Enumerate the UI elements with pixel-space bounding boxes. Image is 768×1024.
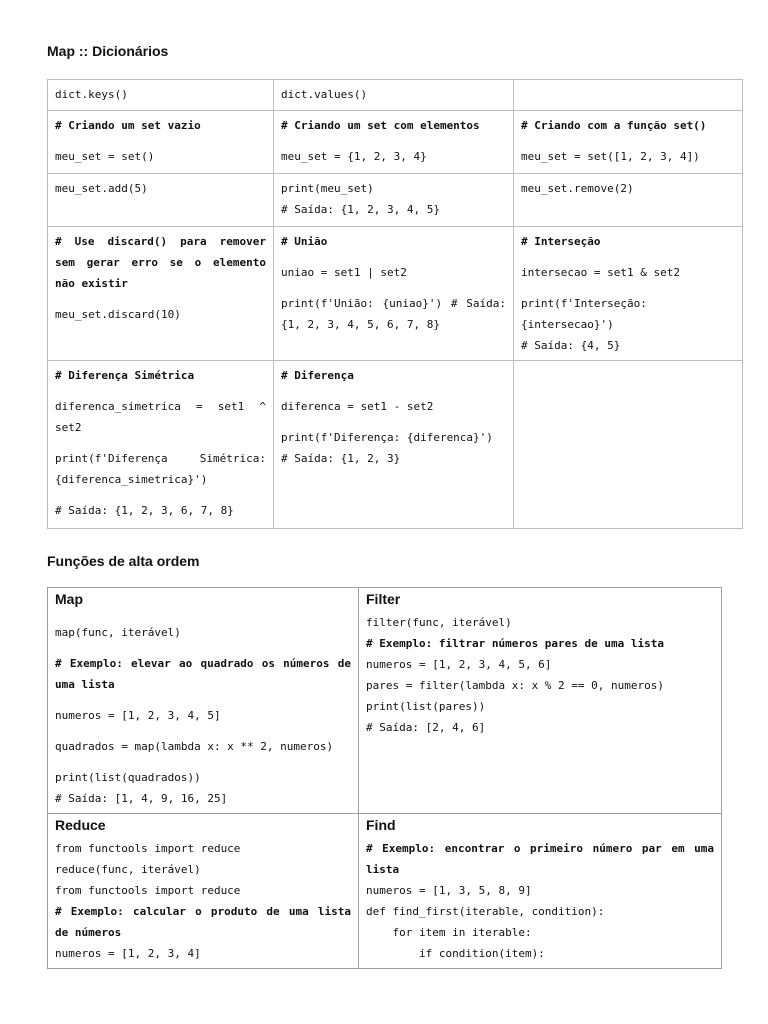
table-cell [514, 361, 743, 529]
code-line: meu_set.remove(2) [521, 182, 634, 195]
code-line: map(func, iterável) [55, 626, 181, 639]
table-cell [274, 80, 514, 111]
code-line: meu_set = set([1, 2, 3, 4]) [521, 150, 700, 163]
code-line: for item in iterable: [366, 926, 532, 939]
table-cell [48, 227, 274, 361]
table-cell [514, 174, 743, 227]
code-line: if condition(item): [366, 947, 545, 960]
filter-cell [359, 588, 722, 814]
higher-order-functions-table [47, 587, 722, 969]
table-row [48, 588, 722, 814]
code-line: numeros = [1, 2, 3, 4, 5, 6] [366, 658, 552, 671]
find-cell [359, 814, 722, 969]
code-line: print(f'Diferença: {diferenca}') [281, 431, 493, 444]
code-line: reduce(func, iterável) [55, 863, 201, 876]
table-cell [48, 80, 274, 111]
table-cell [48, 361, 274, 529]
code-line: filter(func, iterável) [366, 616, 512, 629]
code-line: # Saída: {1, 2, 3} [281, 452, 401, 465]
code-line: pares = filter(lambda x: x % 2 == 0, numeros) [366, 679, 665, 692]
code-line: from functools import reduce [55, 842, 241, 855]
code-line: uniao = set1 | set2 [281, 266, 407, 279]
code-line: numeros = [1, 3, 5, 8, 9] [366, 884, 532, 897]
code-line: numeros = [1, 2, 3, 4, 5] [55, 709, 221, 722]
table-cell [274, 111, 514, 174]
code-comment: # Diferença Simétrica [55, 369, 195, 382]
section-title-funcoes: Funções de alta ordem [47, 553, 200, 569]
table-cell [48, 111, 274, 174]
table-cell [514, 80, 743, 111]
map-heading: Map [55, 591, 83, 607]
find-heading: Find [366, 817, 396, 833]
code-line: print(f'Interseção: {intersecao}') [521, 297, 647, 331]
code-line: # Saída: [2, 4, 6] [366, 721, 486, 734]
table-cell [48, 174, 274, 227]
code-comment: # Use discard() para remover sem gerar erro se o elemento não existir [55, 235, 266, 290]
code-line: print(list(quadrados)) [55, 771, 201, 784]
table-cell [274, 361, 514, 529]
code-line: def find_first(iterable, condition): [366, 905, 605, 918]
code-line: # Saída: {1, 2, 3, 6, 7, 8} [55, 504, 234, 517]
code-line: numeros = [1, 2, 3, 4] [55, 947, 201, 960]
code-comment: # União [281, 235, 328, 248]
code-line: diferenca_simetrica = set1 ^ set2 [55, 400, 266, 434]
code-comment: # Interseção [521, 235, 601, 248]
filter-heading: Filter [366, 591, 401, 607]
code-line: # Saída: [1, 4, 9, 16, 25] [55, 792, 228, 805]
code-line: meu_set = {1, 2, 3, 4} [281, 150, 427, 163]
table-row [48, 227, 743, 361]
section-title-dicionarios: Map :: Dicionários [47, 43, 169, 59]
table-row [48, 814, 722, 969]
code-line: quadrados = map(lambda x: x ** 2, numeros) [55, 740, 334, 753]
code-line: print(meu_set) [281, 182, 374, 195]
code-line: from functools import reduce [55, 884, 241, 897]
code-comment: # Criando com a função set() [521, 119, 707, 132]
table-row [48, 111, 743, 174]
code-comment: # Criando um set com elementos [281, 119, 480, 132]
map-cell [48, 588, 359, 814]
code-line: dict.keys() [55, 88, 128, 101]
table-cell [514, 111, 743, 174]
code-line: meu_set.discard(10) [55, 308, 181, 321]
table-row [48, 361, 743, 529]
table-row [48, 174, 743, 227]
code-comment: # Exemplo: filtrar números pares de uma lista [366, 637, 665, 650]
sets-table [47, 79, 743, 529]
table-cell [274, 227, 514, 361]
code-line: print(f'União: {uniao}') # Saída: {1, 2, 3, 4, 5, 6, 7, 8} [281, 297, 506, 331]
code-comment: # Exemplo: elevar ao quadrado os números de uma lista [55, 657, 351, 691]
code-comment: # Exemplo: calcular o produto de uma lista de números [55, 905, 351, 939]
code-comment: # Exemplo: encontrar o primeiro número par em uma lista [366, 842, 714, 876]
reduce-heading: Reduce [55, 817, 106, 833]
code-comment: # Criando um set vazio [55, 119, 201, 132]
table-cell [274, 174, 514, 227]
code-line: dict.values() [281, 88, 368, 101]
code-comment: # Diferença [281, 369, 354, 382]
code-line: # Saída: {4, 5} [521, 339, 621, 352]
code-line: diferenca = set1 - set2 [281, 400, 434, 413]
code-line: print(list(pares)) [366, 700, 486, 713]
table-row [48, 80, 743, 111]
code-line: meu_set = set() [55, 150, 155, 163]
code-line: print(f'Diferença Simétrica: {diferenca_simetrica}') [55, 452, 266, 486]
code-line: # Saída: {1, 2, 3, 4, 5} [281, 203, 440, 216]
code-line: intersecao = set1 & set2 [521, 266, 680, 279]
reduce-cell [48, 814, 359, 969]
code-line: meu_set.add(5) [55, 182, 148, 195]
table-cell [514, 227, 743, 361]
